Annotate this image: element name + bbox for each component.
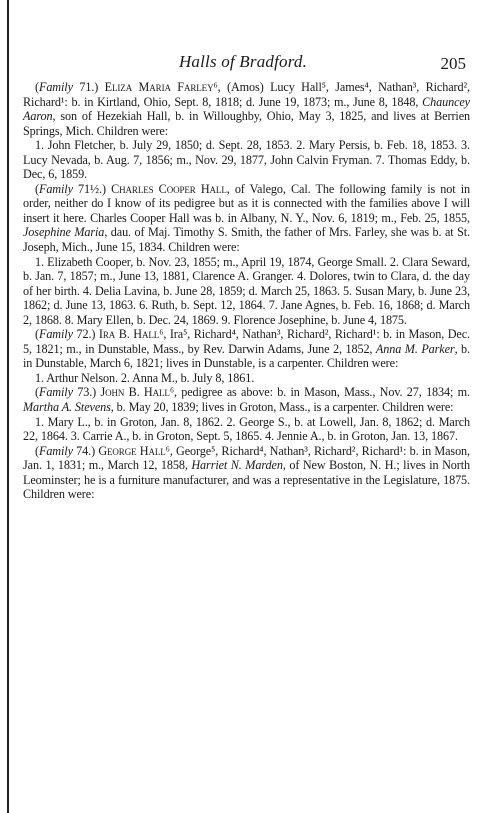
italic-text: Anna M. Parker	[375, 341, 455, 356]
name-small-caps: John B. Hall	[100, 385, 170, 400]
text-run: 74.)	[72, 443, 99, 458]
text-run: ⁶, (Amos) Lucy Hall⁵, James⁴, Nathan³, Richard², Richard¹: b. in Kirtland, Ohio, Sept. 8, 1818; d. June 19, 1873; m., June 8, 1848,	[23, 80, 470, 109]
page-header	[20, 52, 466, 78]
running-title: Halls of Bradford.	[178, 52, 308, 71]
family-entry	[23, 444, 470, 502]
text-run: ⁶, Ira⁵, Richard⁴, Nathan³, Richard², Richard¹: b. in Mason, Dec. 5, 1821; m., in Dunstable, Mass., by Rev. Darwin Adams, June 2, 1852,	[23, 327, 470, 356]
body-text	[23, 80, 470, 502]
text-run: , b. in Dunstable, March 6, 1821; lives in Dunstable, is a carpenter. Children were:	[23, 341, 470, 371]
children-list	[23, 415, 470, 444]
italic-text: Harriet N. Marden	[191, 458, 283, 473]
text-run: , son of Hezekiah Hall, b. in Willoughby, Ohio, May 3, 1825, and lives at Berrien Springs, Mich. Children were:	[23, 109, 470, 138]
text-run: , of New Boston, N. H.; lives in North Leominster; he is a furniture manufacturer, and was a representative in the Legislature, 1875. Children were:	[23, 458, 471, 502]
children-list	[23, 255, 470, 328]
family-entry	[23, 385, 470, 414]
text-run: , b. May 20, 1839; lives in Groton, Mass., is a carpenter. Children were:	[110, 400, 454, 415]
children-list	[23, 138, 470, 182]
text-run: 1. Elizabeth Cooper, b. Nov. 23, 1855; m., April 19, 1874, George Small. 2. Clara Seward, b. Jan. 7, 1857; m., June 13, 1881, Clarence A. Granger. 4. Dolores, twin to Clara, d. the day of her birth. 4. Delia Lavina, b. June 28, 1859; d. March 25, 1863. 5. Susan Mary, b. June 23, 1862; d. June 13, 1863. 6. Ruth, b. Sept. 12, 1864. 7. Jane Agnes, b. Feb. 16, 1868; d. March 2, 1868. 8. Mary Ellen, b. Dec. 24, 1869. 9. Florence Josephine, b. June 4, 1875.	[23, 254, 470, 327]
family-entry	[23, 327, 470, 371]
text-run: (	[35, 443, 39, 458]
name-small-caps: Eliza Maria Farley	[104, 80, 214, 94]
name-small-caps: George Hall	[98, 443, 166, 458]
italic-text: Family	[38, 443, 73, 458]
name-small-caps: Ira B. Hall	[98, 327, 160, 342]
page-number: 205	[440, 54, 466, 73]
text-run: ⁶, pedigree as above: b. in Mason, Mass., Nov. 27, 1834; m.	[169, 385, 470, 400]
italic-text: Family	[38, 327, 73, 342]
family-entry	[23, 80, 470, 138]
text-run: 71.)	[72, 80, 105, 94]
text-run: (	[35, 181, 39, 196]
text-run: , dau. of Maj. Timothy S. Smith, the father of Mrs. Farley, she was b. at St. Joseph, Mich., June 15, 1834. Children were:	[23, 225, 470, 255]
italic-text: Family	[38, 181, 73, 196]
text-run: (	[35, 385, 39, 400]
italic-text: Josephine Maria	[23, 225, 105, 240]
family-entry	[23, 182, 470, 255]
text-run: (	[35, 80, 39, 94]
page-edge-rule	[7, 0, 9, 813]
italic-text: Family	[38, 80, 73, 94]
text-run: , of Valego, Cal. The following family is not in order, neither do I know of its pedigree but as it is connected with the families above I will insert it here. Charles Cooper Hall was b. in Albany, N. Y., Nov. 6, 1819; m., Feb. 25, 1855,	[23, 181, 470, 225]
italic-text: Martha A. Stevens	[23, 400, 111, 415]
text-run: 72.)	[72, 327, 99, 342]
text-run: 1. Mary L., b. in Groton, Jan. 8, 1862. 2. George S., b. at Lowell, Jan. 8, 1862; d. March 22, 1864. 3. Carrie A., b. in Groton, Sept. 5, 1865. 4. Jennie A., b. in Groton, Jan. 13, 1867.	[23, 414, 470, 444]
italic-text: Chauncey Aaron	[23, 94, 470, 124]
text-run: 71½.)	[72, 181, 112, 196]
text-run: 73.)	[72, 385, 101, 400]
text-run: (	[35, 327, 39, 342]
children-list	[23, 371, 470, 386]
italic-text: Family	[38, 385, 73, 400]
text-run: 1. John Fletcher, b. July 29, 1850; d. Sept. 28, 1853. 2. Mary Persis, b. Feb. 18, 1853. 3. Lucy Nevada, b. Aug. 7, 1856; m., Nov. 29, 1877, John Calvin Fryman. 7. Thomas Eddy, b. Dec, 6, 1859.	[23, 138, 470, 182]
text-run: ⁶, George⁵, Richard⁴, Nathan³, Richard², Richard¹: b. in Mason, Jan. 1, 1831; m., March 12, 1858,	[23, 443, 470, 473]
name-small-caps: Charles Cooper Hall	[111, 181, 227, 196]
text-run: 1. Arthur Nelson. 2. Anna M., b. July 8, 1861.	[35, 370, 255, 385]
